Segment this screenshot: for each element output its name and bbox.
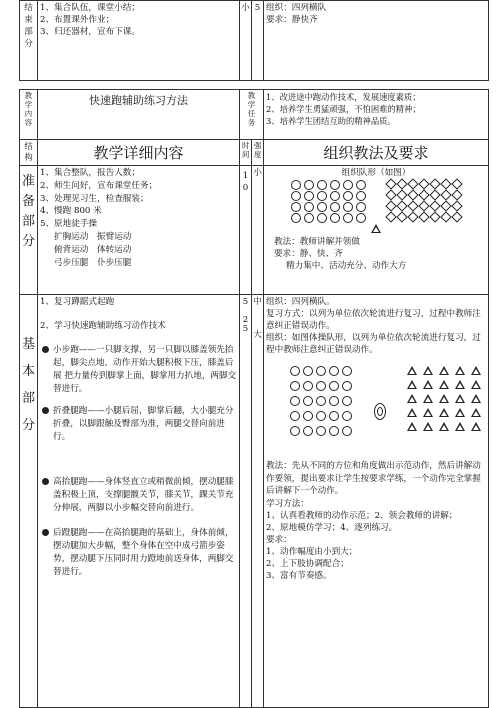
lesson-plan-table xyxy=(19,89,489,708)
detail-title: 教学详细内容 xyxy=(38,140,240,166)
prep-intensity: 小 xyxy=(252,166,264,295)
closing-side-label: 结 束 部 分 xyxy=(20,1,38,81)
closing-time: 5 xyxy=(252,1,264,81)
drill-formation-diagram xyxy=(266,366,486,460)
student-diamonds xyxy=(386,180,463,224)
task-label: 教 学 任 务 xyxy=(240,90,264,140)
closing-organization: 组织：四列横队 要求：静快齐 xyxy=(264,1,489,81)
closing-content: 1、集合队伍，课堂小结； 2、布置课外作业； 3、归还器材，宣布下课。 xyxy=(38,1,240,81)
prep-side-label: 准 备 部 分 xyxy=(20,166,38,295)
prep-time: 1 0 xyxy=(240,166,252,295)
teacher-mark xyxy=(374,403,386,420)
lesson-tasks: 1、改进途中跑动作技术，发展速度素质； 2、培养学生勇猛顽强，不怕困难的精神； 3、培养学生团结互助的精神品质。 xyxy=(264,90,489,140)
basic-content: 1、复习蹲踞式起跑 2、学习快速跑辅助练习动作技术 小步跑——一只脚支撑，另一只脚以膝盖领先抬起，脚尖点地，动作开始大腿积极下压，膝盖后展 把力量传到脚掌上面，脚掌用力扒地，两脚交替进行。 折叠腿跑——小腿后屈，脚掌后翻，大小腿充分折叠，以脚跟触及臀部为准，两腿交替向前进行。 高抬腿跑——身体竖直立或稍微前倾，摆动腿膝盖积极上顶，支撑腿髋关节，膝关节，踝关节充分伸展，两脚以小步幅交替向前进行。 后蹬腿跑——在高抬腿跑的基础上，身体前倾，摆动腿加大步幅，整个身体在空中成弓箭步姿势，摆动腿下压同时用力蹬地前送身体，两脚交替进行。 xyxy=(38,295,240,708)
prep-content: 1、集合整队，报告人数； 2、师生问好，宣布课堂任务； 3、处理见习生，检查服装； 4、慢跑 800 米 5、原地徒手操 扩胸运动 振臂运动 俯背运动 体转运动 弓步压腿 仆步压腿 xyxy=(38,166,240,295)
drill-high-knee: 高抬腿跑——身体竖直立或稍微前倾，摆动腿膝盖积极上顶，支撑腿髋关节，膝关节，踝关节充分伸展，两脚以小步幅交替向前进行。 xyxy=(40,476,237,515)
formation-title: 组织队形（如图） xyxy=(341,168,411,178)
closing-section-table xyxy=(19,0,489,81)
student-circles xyxy=(290,180,368,224)
intensity-label: 强 度 xyxy=(252,140,264,166)
structure-label: 结 构 xyxy=(20,140,38,166)
drill-small-step: 小步跑——一只脚支撑，另一只脚以膝盖领先抬起，脚尖点地，动作开始大腿积极下压，膝盖后展 把力量传到脚掌上面，脚掌用力扒地，两脚交替进行。 xyxy=(40,344,237,396)
prep-org-text: 教法：教师讲解并领做 要求：静、快、齐 精力集中、活动充分、动作大方 xyxy=(274,237,407,271)
basic-organization: 组织：四列横队。 复习方式：以列为单位依次轮流进行复习，过程中教师注意纠正错误动作。 组织：如图体操队形，以列为单位依次轮流进行复习，过程中教师注意纠正错误动作。 教法：先从不同的方位和角度做出示范动作，然后讲解动作要领，提出要求让学生按要求学练，一个动作完全掌握后讲解下一个动作。 学习方法： 1、认真看教师的动作示范；2、领会教师的讲解； 2、原地模仿学习；4、逐列练习。 要求： 1、动作幅度由小到大； 2、上下肢协调配合； 3、富有节奏感。 xyxy=(264,295,489,708)
closing-intensity: 小 xyxy=(240,1,252,81)
basic-time: 5 2 5 xyxy=(240,295,252,708)
prep-organization xyxy=(264,166,489,295)
formation-diagram xyxy=(266,180,486,224)
basic-intensity: 中 大 xyxy=(252,295,264,708)
teacher-triangle xyxy=(266,224,486,236)
drill-bounding: 后蹬腿跑——在高抬腿跑的基础上，身体前倾，摆动腿加大步幅，整个身体在空中成弓箭步姿势，摆动腿下压同时用力蹬地前送身体，两脚交替进行。 xyxy=(40,527,237,579)
drill-butt-kick: 折叠腿跑——小腿后屈，脚掌后翻，大小腿充分折叠，以脚跟触及臀部为准，两腿交替向前进行。 xyxy=(40,405,237,444)
org-title: 组织教法及要求 xyxy=(264,140,489,166)
content-label: 教 学 内 容 xyxy=(20,90,38,140)
time-label: 时 间 xyxy=(240,140,252,166)
lesson-topic: 快速跑辅助练习方法 xyxy=(38,90,240,140)
basic-side-label: 基 本 部 分 xyxy=(20,295,38,708)
